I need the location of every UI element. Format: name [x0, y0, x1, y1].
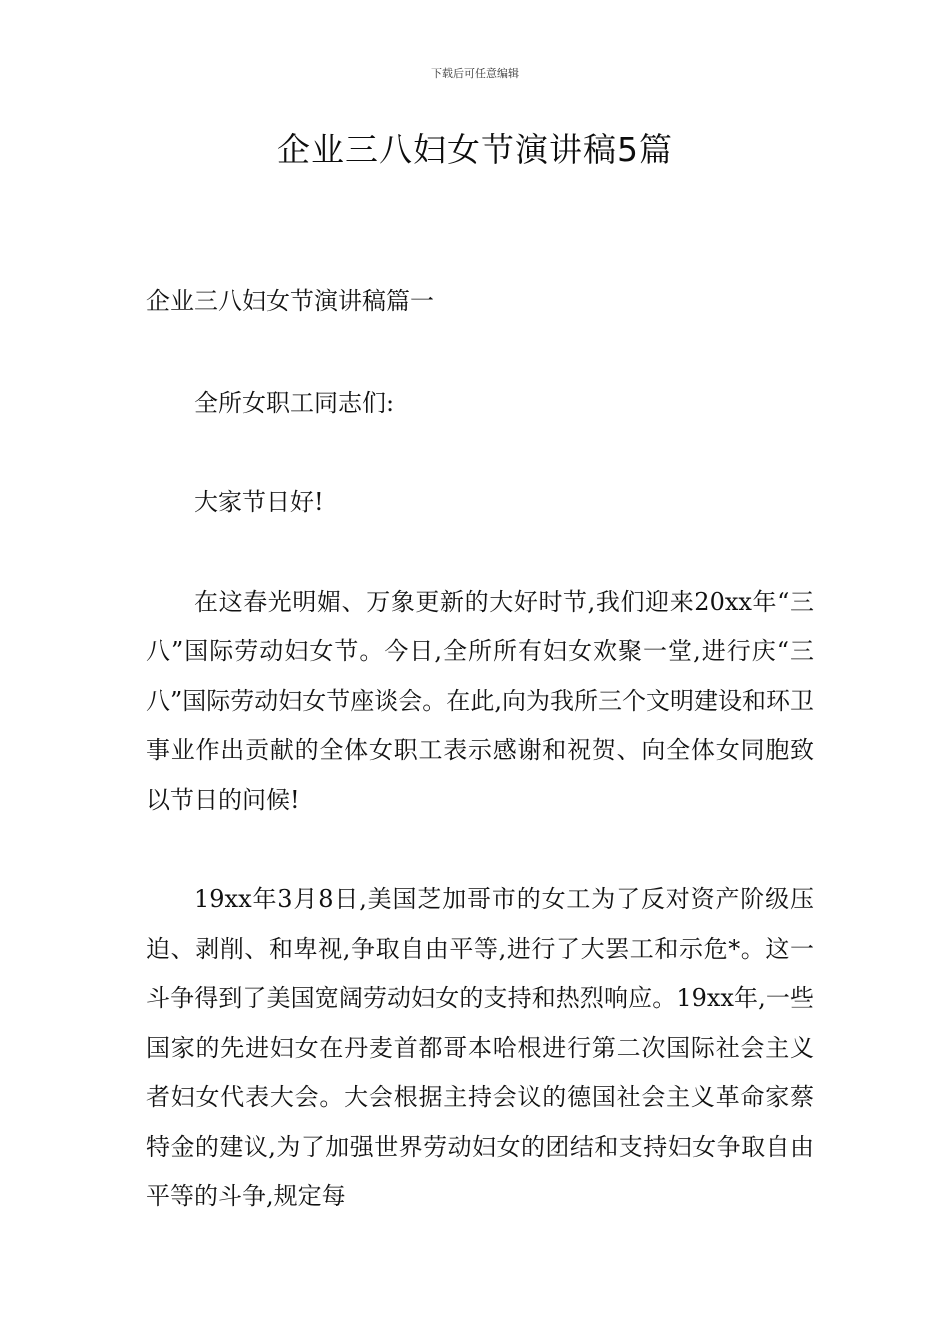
salutation: 全所女职工同志们: [194, 388, 395, 417]
body-paragraph: 在这春光明媚、万象更新的大好时节,我们迎来20xx年“三八”国际劳动妇女节。今日,全所所有妇女欢聚一堂,进行庆“三八”国际劳动妇女节座谈会。在此,向为我所三个文明建设和环卫事业作出贡献的全体女职工表示感谢和祝贺、向全体女同胞致以节日的问候! [146, 587, 814, 814]
document-title: 企业三八妇女节演讲稿5篇 [277, 130, 673, 169]
document-body [146, 277, 814, 1272]
section-heading: 企业三八妇女节演讲稿篇一 [146, 287, 434, 315]
greeting: 大家节日好! [194, 488, 324, 516]
header-note: 下载后可任意编辑 [431, 67, 519, 80]
body-paragraph: 19xx年3月8日,美国芝加哥市的女工为了反对资产阶级压迫、剥削、和卑视,争取自由平等,进行了大罢工和示危*。这一斗争得到了美国宽阔劳动妇女的支持和热烈响应。19xx年,一些国家的先进妇女在丹麦首都哥本哈根进行第二次国际社会主义者妇女代表大会。大会根据主持会议的德国社会主义革命家蔡特金的建议,为了加强世界劳动妇女的团结和支持妇女争取自由平等的斗争,规定每 [146, 885, 814, 1210]
